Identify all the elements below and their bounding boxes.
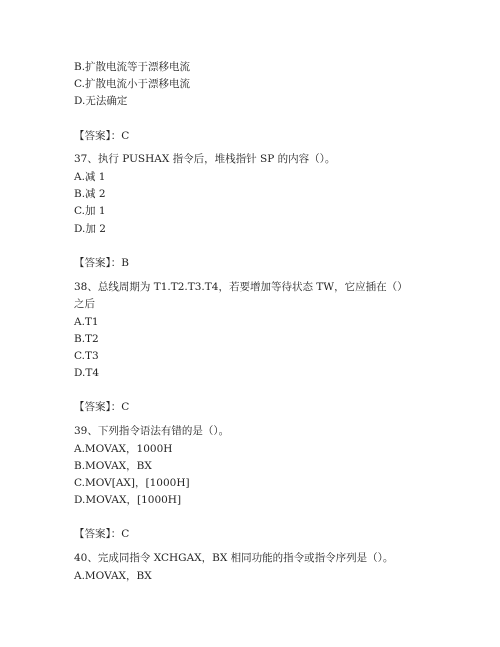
q39-option-c: C.MOV[AX]，[1000H] (74, 477, 190, 489)
q38-option-c: C.T3 (74, 350, 99, 362)
q37-option-c: C.加 1 (74, 205, 106, 217)
option-c: C.扩散电流小于漂移电流 (74, 78, 190, 90)
answer-37: 【答案】：B (74, 257, 129, 269)
q37-option-b: B.减 2 (74, 188, 106, 200)
q37-option-a: A.减 1 (74, 171, 106, 183)
q38-option-a: A.T1 (74, 316, 99, 328)
question-40: 40、完成同指令 XCHGAX，BX 相同功能的指令或指令序列是（）。 (74, 552, 394, 564)
q38-option-d: D.T4 (74, 367, 100, 379)
question-39: 39、下列指令语法有错的是（）。 (74, 425, 230, 437)
option-b: B.扩散电流等于漂移电流 (74, 61, 191, 73)
q39-option-a: A.MOVAX，1000H (74, 443, 173, 455)
q39-option-d: D.MOVAX，[1000H] (74, 494, 182, 506)
q39-option-b: B.MOVAX，BX (74, 460, 152, 472)
answer-36: 【答案】：C (74, 130, 130, 142)
option-d: D.无法确定 (74, 95, 128, 107)
question-38-line2: 之后 (74, 298, 95, 310)
q38-option-b: B.T2 (74, 333, 99, 345)
question-37: 37、执行 PUSHAX 指令后，堆栈指针 SP 的内容（）。 (74, 153, 336, 165)
q40-option-a: A.MOVAX，BX (74, 570, 152, 582)
answer-38: 【答案】：C (74, 401, 130, 413)
q37-option-d: D.加 2 (74, 223, 106, 235)
question-38-line1: 38、总线周期为 T1.T2.T3.T4，若要增加等待状态 TW，它应插在（） (74, 281, 408, 293)
answer-39: 【答案】：C (74, 528, 130, 540)
